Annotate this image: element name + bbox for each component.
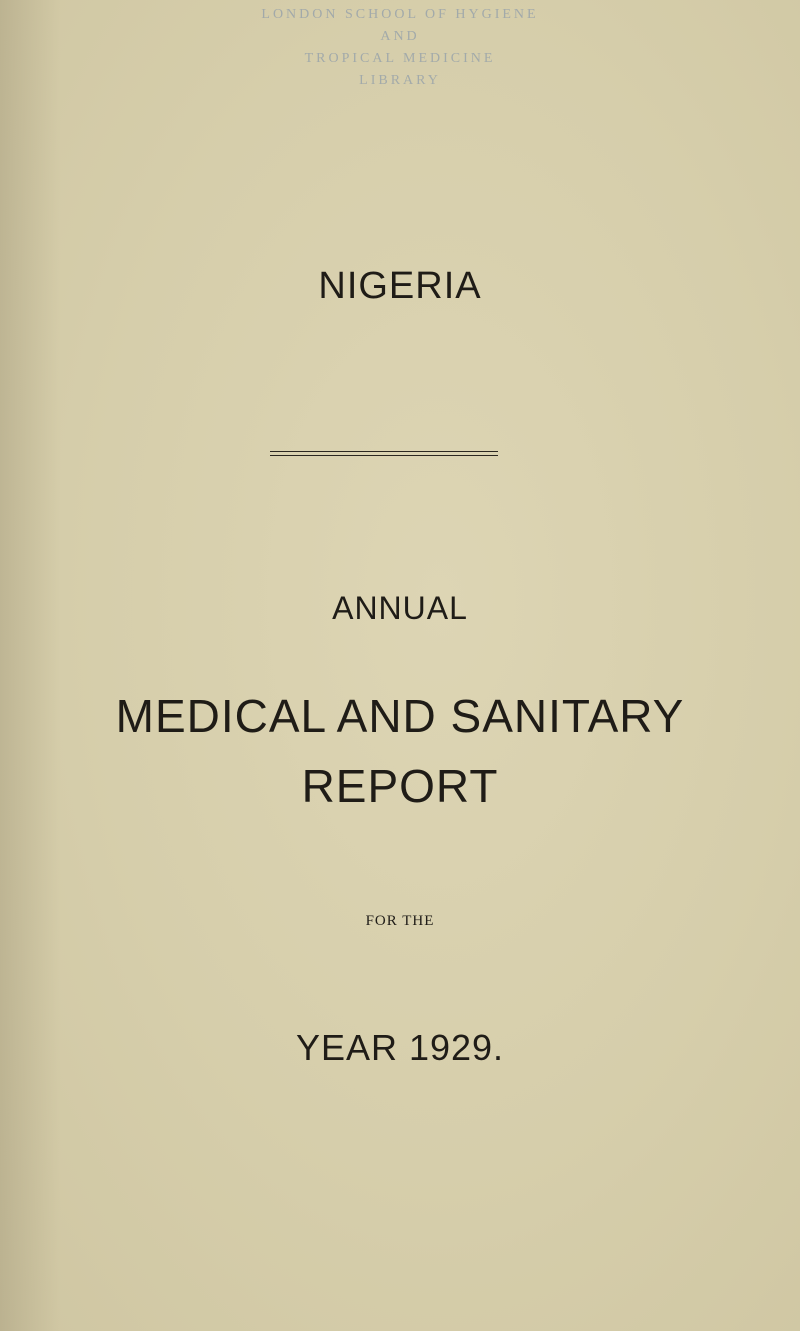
- library-stamp: [250, 4, 550, 92]
- stamp-line-4: LIBRARY: [359, 73, 441, 88]
- stamp-line-1: LONDON SCHOOL OF HYGIENE: [261, 7, 539, 22]
- country-title: NIGERIA: [318, 265, 482, 307]
- for-the-label: FOR THE: [365, 913, 435, 929]
- double-rule-bottom: [270, 455, 498, 456]
- stamp-line-3: TROPICAL MEDICINE: [304, 51, 496, 66]
- double-rule-top: [270, 451, 498, 452]
- page-edge-shadow: [0, 0, 60, 1331]
- report-title-line-2: REPORT: [301, 760, 499, 812]
- stamp-line-2: AND: [380, 29, 420, 44]
- report-year: YEAR 1929.: [295, 1027, 505, 1068]
- annual-heading: ANNUAL: [332, 590, 468, 626]
- report-title-line-1: MEDICAL AND SANITARY: [115, 690, 685, 742]
